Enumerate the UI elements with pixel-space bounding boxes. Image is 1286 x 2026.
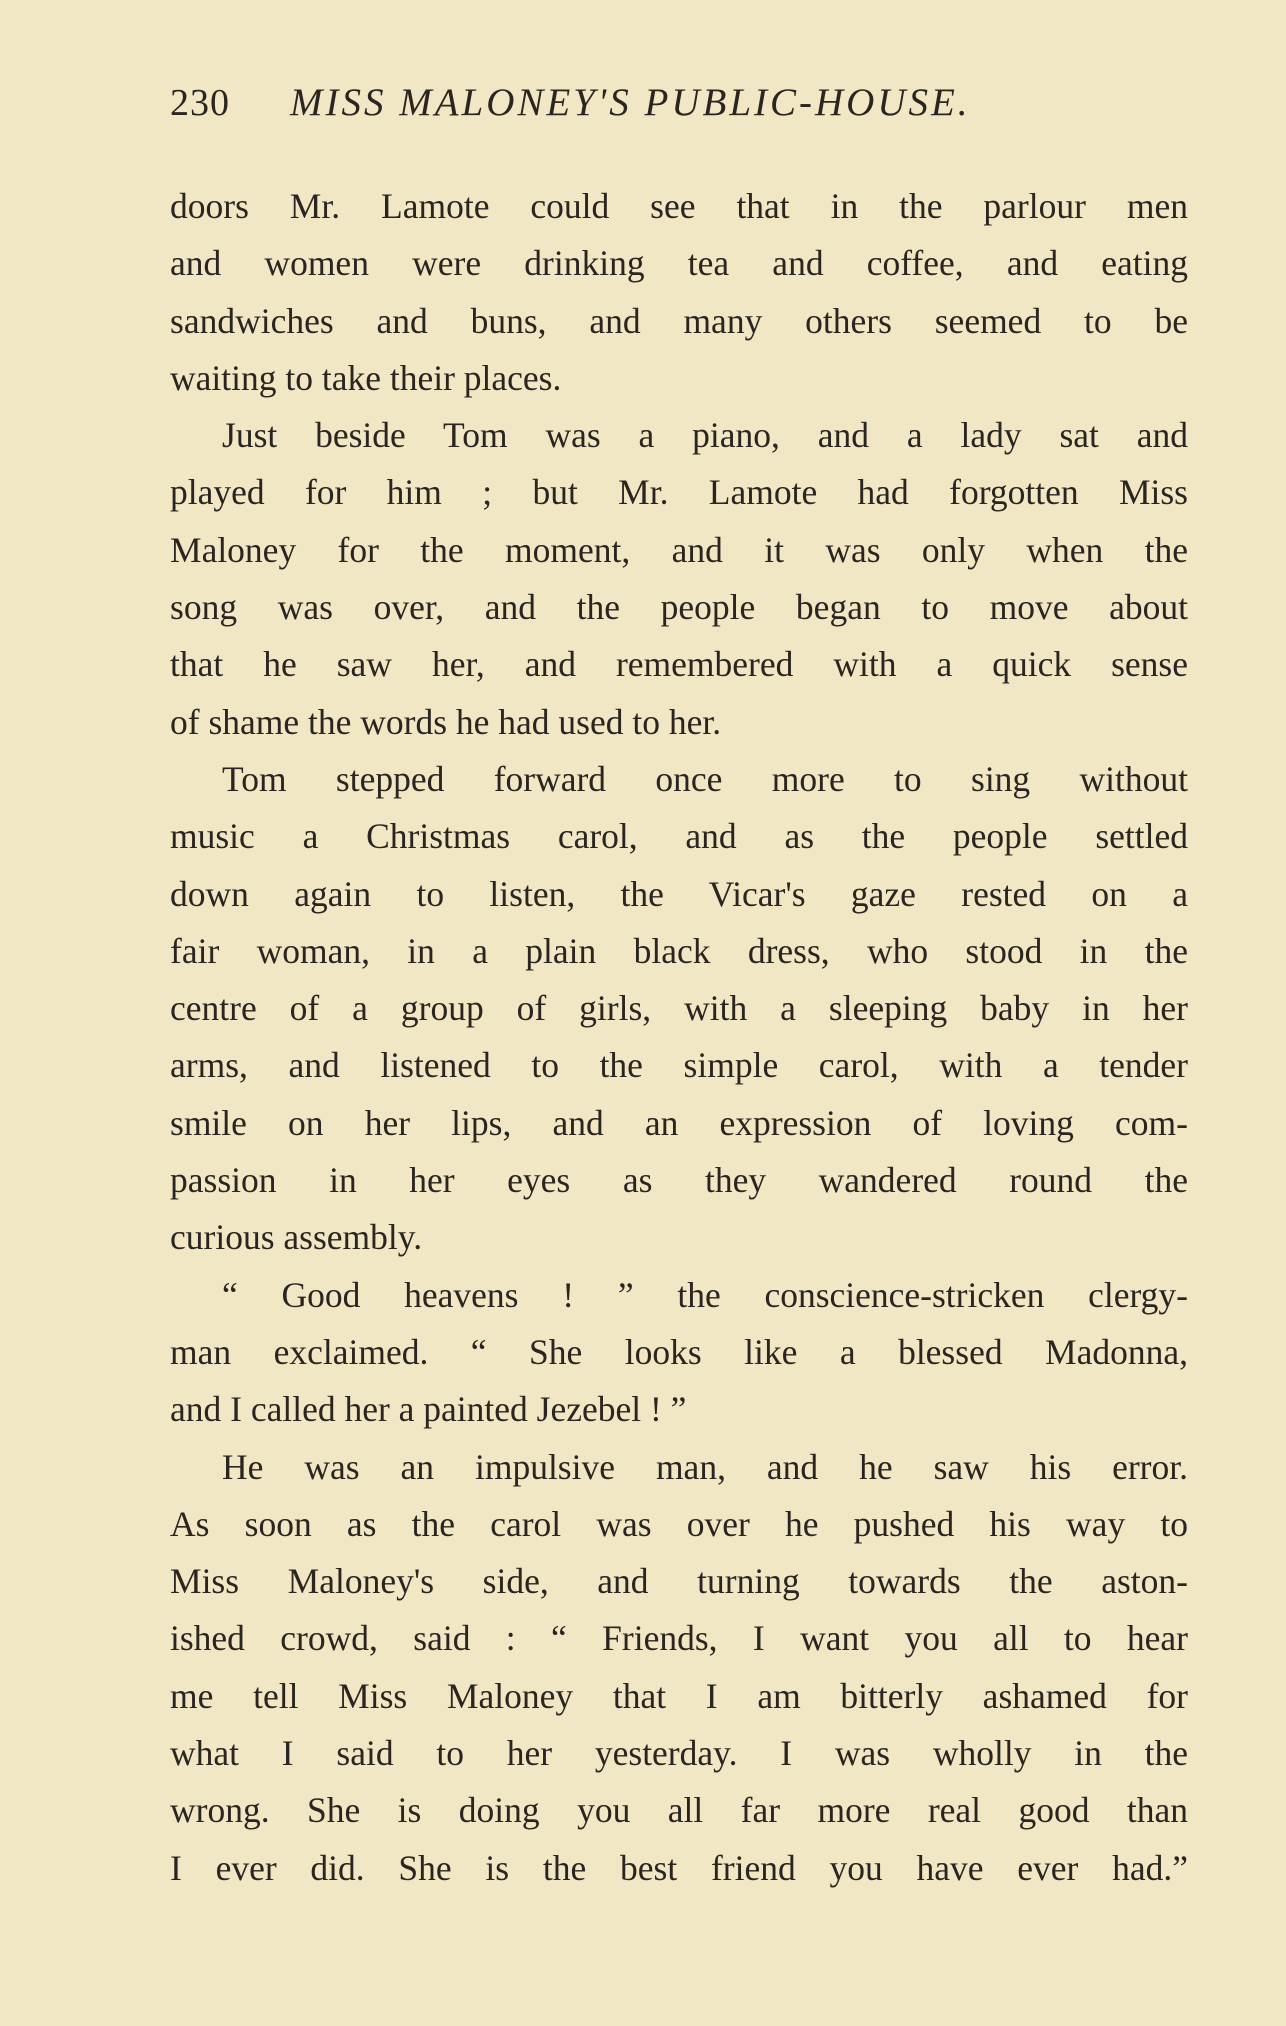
text-line: centre of a group of girls, with a sleeping baby in her — [170, 988, 1188, 1029]
body-text — [170, 178, 1188, 1897]
text-line: music a Christmas carol, and as the people settled — [170, 816, 1188, 857]
text-line: played for him ; but Mr. Lamote had forgotten Miss — [170, 472, 1188, 513]
text-line: ished crowd, said : “ Friends, I want you all to hear — [170, 1618, 1188, 1659]
text-line: sandwiches and buns, and many others seemed to be — [170, 300, 1188, 341]
text-line: Just beside Tom was a piano, and a lady sat and — [222, 415, 1188, 456]
running-head: MISS MALONEY'S PUBLIC-HOUSE. — [290, 81, 971, 124]
page-number: 230 — [170, 82, 230, 124]
text-line: and women were drinking tea and coffee, and eating — [170, 243, 1188, 284]
text-line: doors Mr. Lamote could see that in the parlour men — [170, 186, 1188, 226]
text-line: Tom stepped forward once more to sing without — [222, 758, 1188, 799]
text-line: me tell Miss Maloney that I am bitterly ashamed for — [170, 1675, 1188, 1716]
text-line: down again to listen, the Vicar's gaze rested on a — [170, 873, 1188, 914]
text-line: that he saw her, and remembered with a quick sense — [170, 644, 1188, 685]
text-line: Maloney for the moment, and it was only when the — [170, 529, 1188, 570]
text-line: passion in her eyes as they wandered round the — [170, 1160, 1188, 1201]
text-line: As soon as the carol was over he pushed his way to — [170, 1503, 1188, 1544]
text-line: I ever did. She is the best friend you have ever had.” — [170, 1847, 1188, 1888]
text-line: what I said to her yesterday. I was wholly in the — [170, 1733, 1188, 1774]
text-line: “ Good heavens ! ” the conscience-stricken clergy- — [222, 1274, 1188, 1315]
text-line: of shame the words he had used to her. — [170, 701, 722, 742]
text-line: and I called her a painted Jezebel ! ” — [170, 1389, 687, 1430]
text-line: arms, and listened to the simple carol, with a tender — [170, 1045, 1188, 1086]
page-header — [170, 80, 1200, 140]
text-line: He was an impulsive man, and he saw his error. — [222, 1446, 1188, 1487]
text-line: Miss Maloney's side, and turning towards the aston- — [170, 1561, 1188, 1602]
text-line: man exclaimed. “ She looks like a blessed Madonna, — [170, 1331, 1188, 1372]
text-line: curious assembly. — [170, 1217, 423, 1258]
text-line: song was over, and the people began to move about — [170, 587, 1188, 628]
text-line: wrong. She is doing you all far more real good than — [170, 1790, 1188, 1831]
text-line: fair woman, in a plain black dress, who stood in the — [170, 930, 1188, 971]
text-line: smile on her lips, and an expression of loving com- — [170, 1102, 1188, 1143]
text-line: waiting to take their places. — [170, 357, 562, 398]
